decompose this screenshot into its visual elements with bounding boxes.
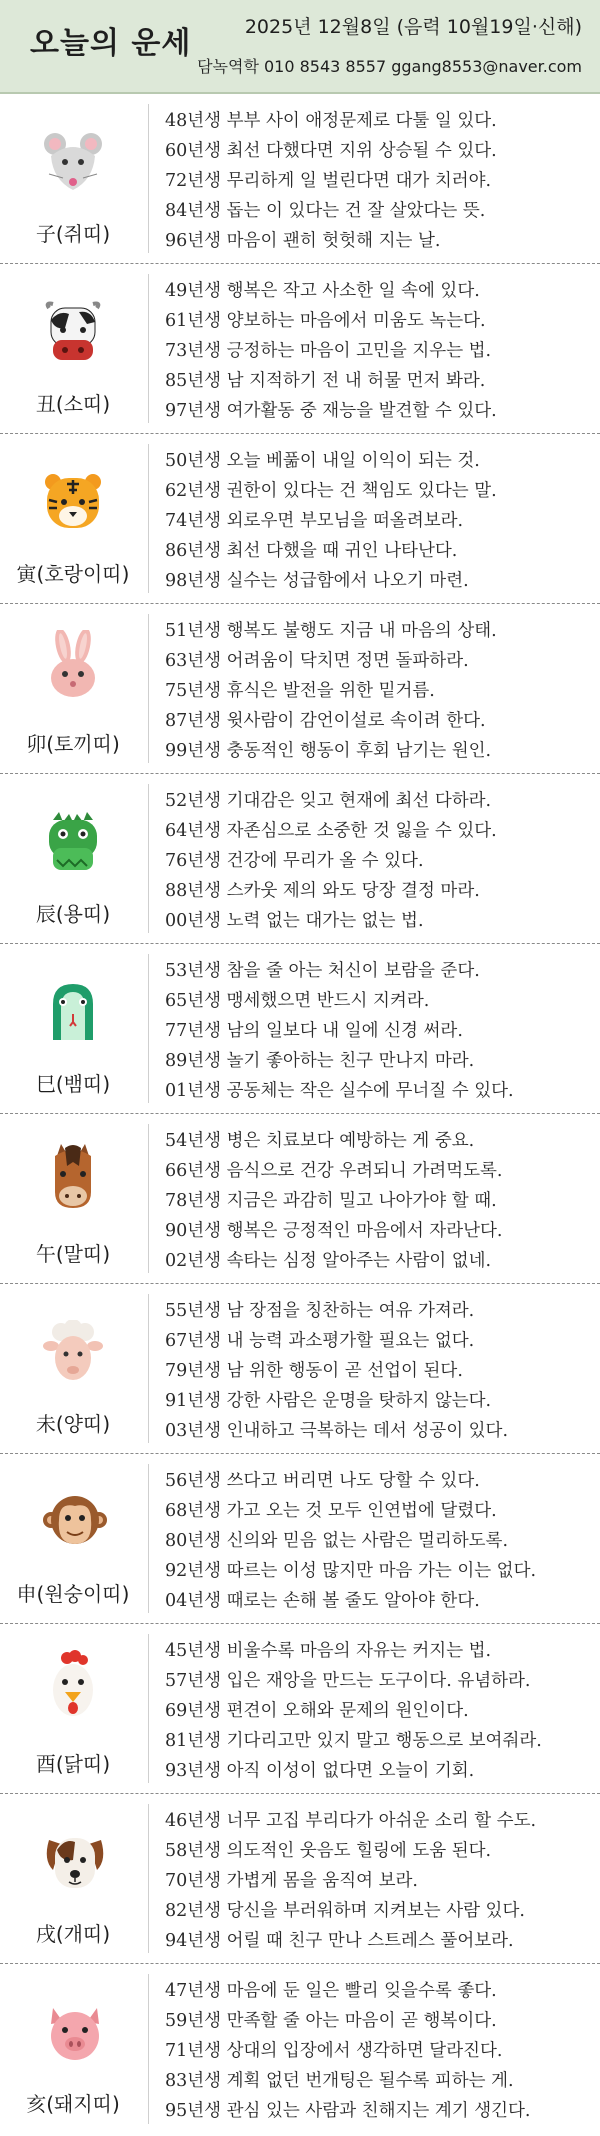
zodiac-label: 亥(돼지띠) xyxy=(26,2092,120,2116)
fortune-line: 91년생 강한 사람은 운명을 탓하지 않는다. xyxy=(165,1391,492,1411)
date-line: 2025년 12월8일 (음력 10월19일·신해) xyxy=(244,16,582,38)
fortune-line: 66년생 음식으로 건강 우려되니 가려먹도록. xyxy=(165,1161,503,1181)
fortune-line: 48년생 부부 사이 애정문제로 다툴 일 있다. xyxy=(165,111,497,131)
rat-icon xyxy=(43,130,103,194)
zodiac-label: 丑(소띠) xyxy=(35,392,111,416)
zodiac-list xyxy=(0,94,600,2134)
zodiac-label: 卯(토끼띠) xyxy=(26,732,120,756)
tiger-icon xyxy=(43,470,103,534)
horse-icon xyxy=(43,1142,103,1212)
fortune-line: 72년생 무리하게 일 벌린다면 대가 치러야. xyxy=(165,171,492,191)
fortune-line: 84년생 돕는 이 있다는 건 잘 살았다는 뜻. xyxy=(165,201,486,221)
fortune-line: 00년생 노력 없는 대가는 없는 법. xyxy=(165,911,424,931)
fortune-line: 63년생 어려움이 닥치면 정면 돌파하라. xyxy=(165,651,469,671)
pig-icon xyxy=(43,2000,107,2064)
snake-icon xyxy=(43,980,103,1044)
zodiac-label: 巳(뱀띠) xyxy=(35,1072,111,1096)
fortune-line: 57년생 입은 재앙을 만드는 도구이다. 유념하라. xyxy=(165,1671,531,1691)
rabbit-icon xyxy=(43,630,103,700)
fortune-line: 56년생 쓰다고 버리면 나도 당할 수 있다. xyxy=(165,1471,480,1491)
fortune-line: 92년생 따르는 이성 많지만 마음 가는 이는 없다. xyxy=(165,1561,537,1581)
fortune-line: 86년생 최선 다했을 때 귀인 나타난다. xyxy=(165,541,458,561)
zodiac-row-rabbit xyxy=(0,604,600,774)
ox-icon xyxy=(43,300,103,364)
zodiac-row-ox xyxy=(0,264,600,434)
fortune-line: 46년생 너무 고집 부리다가 아쉬운 소리 할 수도. xyxy=(165,1811,537,1831)
fortune-line: 67년생 내 능력 과소평가할 필요는 없다. xyxy=(165,1331,475,1351)
zodiac-row-rooster xyxy=(0,1624,600,1794)
zodiac-row-tiger xyxy=(0,434,600,604)
fortune-line: 04년생 때로는 손해 볼 줄도 알아야 한다. xyxy=(165,1591,480,1611)
zodiac-row-pig xyxy=(0,1964,600,2134)
fortune-line: 58년생 의도적인 웃음도 힐링에 도움 된다. xyxy=(165,1841,492,1861)
sheep-icon xyxy=(43,1320,103,1384)
zodiac-label: 午(말띠) xyxy=(35,1242,111,1266)
fortune-line: 54년생 병은 치료보다 예방하는 게 중요. xyxy=(165,1131,475,1151)
fortune-line: 59년생 만족할 줄 아는 마음이 곧 행복이다. xyxy=(165,2011,497,2031)
zodiac-row-snake xyxy=(0,944,600,1114)
zodiac-label: 子(쥐띠) xyxy=(35,222,111,246)
fortune-line: 45년생 비울수록 마음의 자유는 커지는 법. xyxy=(165,1641,492,1661)
fortune-line: 83년생 계획 없던 번개팅은 될수록 피하는 게. xyxy=(165,2071,514,2091)
fortune-line: 69년생 편견이 오해와 문제의 원인이다. xyxy=(165,1701,469,1721)
zodiac-label: 戌(개띠) xyxy=(35,1922,111,1946)
zodiac-row-sheep xyxy=(0,1284,600,1454)
zodiac-row-rat xyxy=(0,94,600,264)
rooster-icon xyxy=(43,1650,103,1720)
zodiac-label: 未(양띠) xyxy=(35,1412,111,1436)
fortune-line: 49년생 행복은 작고 사소한 일 속에 있다. xyxy=(165,281,480,301)
fortune-line: 74년생 외로우면 부모님을 떠올려보라. xyxy=(165,511,464,531)
fortune-line: 62년생 권한이 있다는 건 책임도 있다는 말. xyxy=(165,481,497,501)
fortune-line: 51년생 행복도 불행도 지금 내 마음의 상태. xyxy=(165,621,497,641)
fortune-line: 55년생 남 장점을 칭찬하는 여유 가져라. xyxy=(165,1301,475,1321)
fortune-line: 85년생 남 지적하기 전 내 허물 먼저 봐라. xyxy=(165,371,486,391)
fortune-line: 99년생 충동적인 행동이 후회 남기는 원인. xyxy=(165,741,492,761)
header xyxy=(0,0,600,94)
dog-icon xyxy=(43,1830,107,1894)
dragon-icon xyxy=(43,810,103,874)
zodiac-row-dog xyxy=(0,1794,600,1964)
zodiac-label: 酉(닭띠) xyxy=(35,1752,111,1776)
fortune-line: 81년생 기다리고만 있지 말고 행동으로 보여줘라. xyxy=(165,1731,542,1751)
contact-line: 담녹역학 010 8543 8557 ggang8553@naver.com xyxy=(197,57,582,76)
fortune-line: 76년생 건강에 무리가 올 수 있다. xyxy=(165,851,424,871)
fortune-line: 68년생 가고 오는 것 모두 인연법에 달렸다. xyxy=(165,1501,497,1521)
fortune-line: 52년생 기대감은 잊고 현재에 최선 다하라. xyxy=(165,791,492,811)
fortune-line: 71년생 상대의 입장에서 생각하면 달라진다. xyxy=(165,2041,503,2061)
monkey-icon xyxy=(43,1490,107,1554)
fortune-line: 89년생 놀기 좋아하는 친구 만나지 마라. xyxy=(165,1051,475,1071)
page-title: 오늘의 운세 xyxy=(30,26,192,61)
fortune-line: 78년생 지금은 과감히 밀고 나아가야 할 때. xyxy=(165,1191,497,1211)
fortune-line: 47년생 마음에 둔 일은 빨리 잊을수록 좋다. xyxy=(165,1981,497,2001)
fortune-line: 98년생 실수는 성급함에서 나오기 마련. xyxy=(165,571,469,591)
fortune-line: 77년생 남의 일보다 내 일에 신경 써라. xyxy=(165,1021,463,1041)
zodiac-row-dragon xyxy=(0,774,600,944)
fortune-line: 90년생 행복은 긍정적인 마음에서 자라난다. xyxy=(165,1221,503,1241)
fortune-line: 53년생 참을 줄 아는 처신이 보람을 준다. xyxy=(165,961,480,981)
fortune-line: 73년생 긍정하는 마음이 고민을 지우는 법. xyxy=(165,341,492,361)
fortune-line: 95년생 관심 있는 사람과 친해지는 계기 생긴다. xyxy=(165,2101,531,2121)
fortune-line: 88년생 스카웃 제의 와도 당장 결정 마라. xyxy=(165,881,480,901)
zodiac-label: 寅(호랑이띠) xyxy=(16,562,130,586)
zodiac-label: 申(원숭이띠) xyxy=(16,1582,130,1606)
fortune-line: 03년생 인내하고 극복하는 데서 성공이 있다. xyxy=(165,1421,509,1441)
fortune-line: 70년생 가볍게 몸을 움직여 보라. xyxy=(165,1871,418,1891)
fortune-line: 79년생 남 위한 행동이 곧 선업이 된다. xyxy=(165,1361,463,1381)
fortune-line: 01년생 공동체는 작은 실수에 무너질 수 있다. xyxy=(165,1081,514,1101)
fortune-line: 96년생 마음이 괜히 헛헛해 지는 날. xyxy=(165,231,441,251)
fortune-line: 65년생 맹세했으면 반드시 지켜라. xyxy=(165,991,430,1011)
fortune-line: 82년생 당신을 부러워하며 지켜보는 사람 있다. xyxy=(165,1901,525,1921)
fortune-line: 93년생 아직 이성이 없다면 오늘이 기회. xyxy=(165,1761,475,1781)
fortune-line: 87년생 윗사람이 감언이설로 속이려 한다. xyxy=(165,711,486,731)
fortune-line: 94년생 어릴 때 친구 만나 스트레스 풀어보라. xyxy=(165,1931,514,1951)
fortune-line: 60년생 최선 다했다면 지위 상승될 수 있다. xyxy=(165,141,497,161)
fortune-line: 02년생 속타는 심정 알아주는 사람이 없네. xyxy=(165,1251,492,1271)
fortune-line: 97년생 여가활동 중 재능을 발견할 수 있다. xyxy=(165,401,497,421)
zodiac-row-monkey xyxy=(0,1454,600,1624)
zodiac-row-horse xyxy=(0,1114,600,1284)
fortune-line: 50년생 오늘 베풂이 내일 이익이 되는 것. xyxy=(165,451,480,471)
fortune-line: 64년생 자존심으로 소중한 것 잃을 수 있다. xyxy=(165,821,497,841)
fortune-line: 75년생 휴식은 발전을 위한 밑거름. xyxy=(165,681,435,701)
fortune-line: 61년생 양보하는 마음에서 미움도 녹는다. xyxy=(165,311,486,331)
zodiac-label: 辰(용띠) xyxy=(35,902,111,926)
fortune-line: 80년생 신의와 믿음 없는 사람은 멀리하도록. xyxy=(165,1531,509,1551)
